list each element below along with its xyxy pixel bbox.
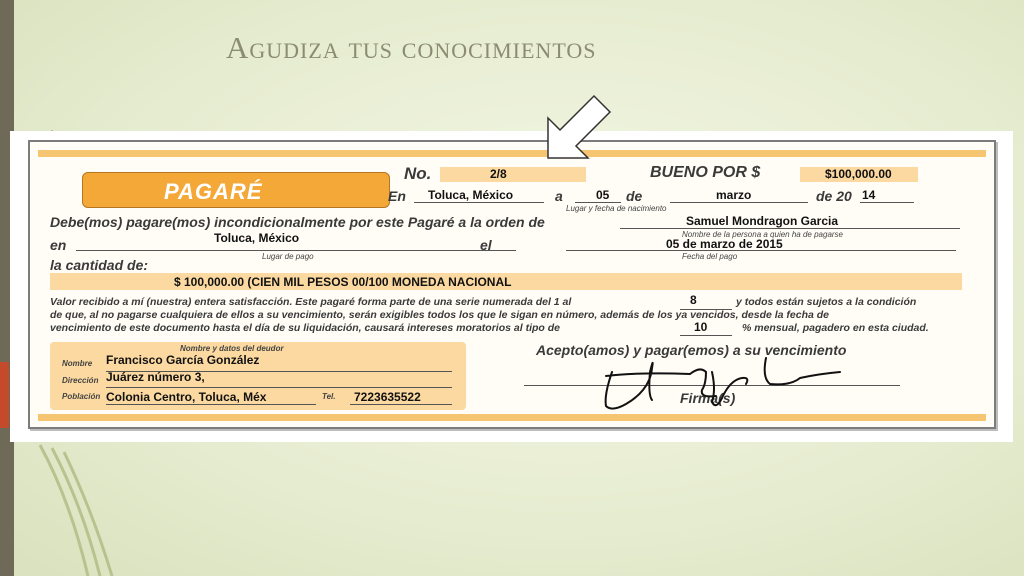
day-value: 05 bbox=[596, 188, 610, 202]
month-value: marzo bbox=[716, 188, 752, 202]
debe-text: Debe(mos) pagare(mos) incondicionalmente por este Pagaré a la orden de bbox=[50, 214, 545, 230]
bueno-label: BUENO POR $ bbox=[650, 164, 761, 181]
clause-line1-end: y todos están sujetos a la condición bbox=[736, 296, 917, 308]
pay-place-caption: Lugar de pago bbox=[262, 252, 314, 261]
en2-label: en bbox=[50, 237, 67, 253]
amount-text: $ 100,000.00 (CIEN MIL PESOS 00/100 MONEDA NACIONAL bbox=[174, 275, 512, 289]
de-label: de bbox=[626, 188, 643, 204]
clause-line3-end: % mensual, pagadero en esta ciudad. bbox=[742, 322, 929, 334]
interest-value: 10 bbox=[694, 320, 708, 334]
debtor-address: Juárez número 3, bbox=[106, 370, 205, 384]
pay-date-caption: Fecha del pago bbox=[682, 252, 738, 261]
debtor-caption: Nombre y datos del deudor bbox=[180, 344, 284, 353]
clause-line2: de que, al no pagarse cualquiera de ellos a su vencimiento, serán exigibles todos los que le sigan en número, además de los ya vencidos, desde la fecha de bbox=[50, 309, 830, 321]
payee-value: Samuel Mondragon Garcia bbox=[686, 214, 839, 228]
clause-line1: Valor recibido a mí (nuestra) entera satisfacción. Este pagaré forma parte de una serie numerada del 1 al bbox=[50, 296, 572, 308]
a-label: a bbox=[555, 188, 563, 204]
clause-line3: vencimiento de este documento hasta el día de su liquidación, causará intereses moratorios al tipo de bbox=[50, 322, 560, 334]
en-label: En bbox=[388, 188, 406, 204]
series-total: 8 bbox=[690, 293, 697, 307]
place-caption: Lugar y fecha de nacimiento bbox=[566, 204, 667, 213]
nombre-label: Nombre bbox=[62, 359, 93, 368]
bueno-value: $100,000.00 bbox=[825, 167, 892, 181]
year-label: de 20 bbox=[816, 188, 852, 204]
pay-place-value: Toluca, México bbox=[214, 231, 300, 245]
firma-label: Firma(s) bbox=[680, 390, 736, 406]
debtor-city: Colonia Centro, Toluca, Méx bbox=[106, 390, 267, 404]
direccion-label: Dirección bbox=[62, 376, 99, 385]
debtor-name: Francisco García González bbox=[106, 353, 260, 367]
place-value: Toluca, México bbox=[428, 188, 514, 202]
acepto-text: Acepto(amos) y pagar(emos) a su vencimiento bbox=[536, 342, 847, 358]
slide-title: Agudiza tus conocimientos bbox=[226, 30, 597, 65]
el-label: el bbox=[480, 237, 492, 253]
poblacion-label: Población bbox=[62, 392, 101, 401]
no-value: 2/8 bbox=[490, 167, 507, 181]
no-label: No. bbox=[404, 164, 432, 183]
payee-caption: Nombre de la persona a quien ha de pagarse bbox=[682, 230, 843, 239]
cantidad-label: la cantidad de: bbox=[50, 257, 149, 273]
pay-date-value: 05 de marzo de 2015 bbox=[666, 237, 783, 251]
pagare-heading: PAGARÉ bbox=[164, 179, 263, 204]
year-value: 14 bbox=[862, 188, 876, 202]
debtor-phone: 7223635522 bbox=[354, 390, 421, 404]
tel-label: Tel. bbox=[322, 392, 336, 401]
